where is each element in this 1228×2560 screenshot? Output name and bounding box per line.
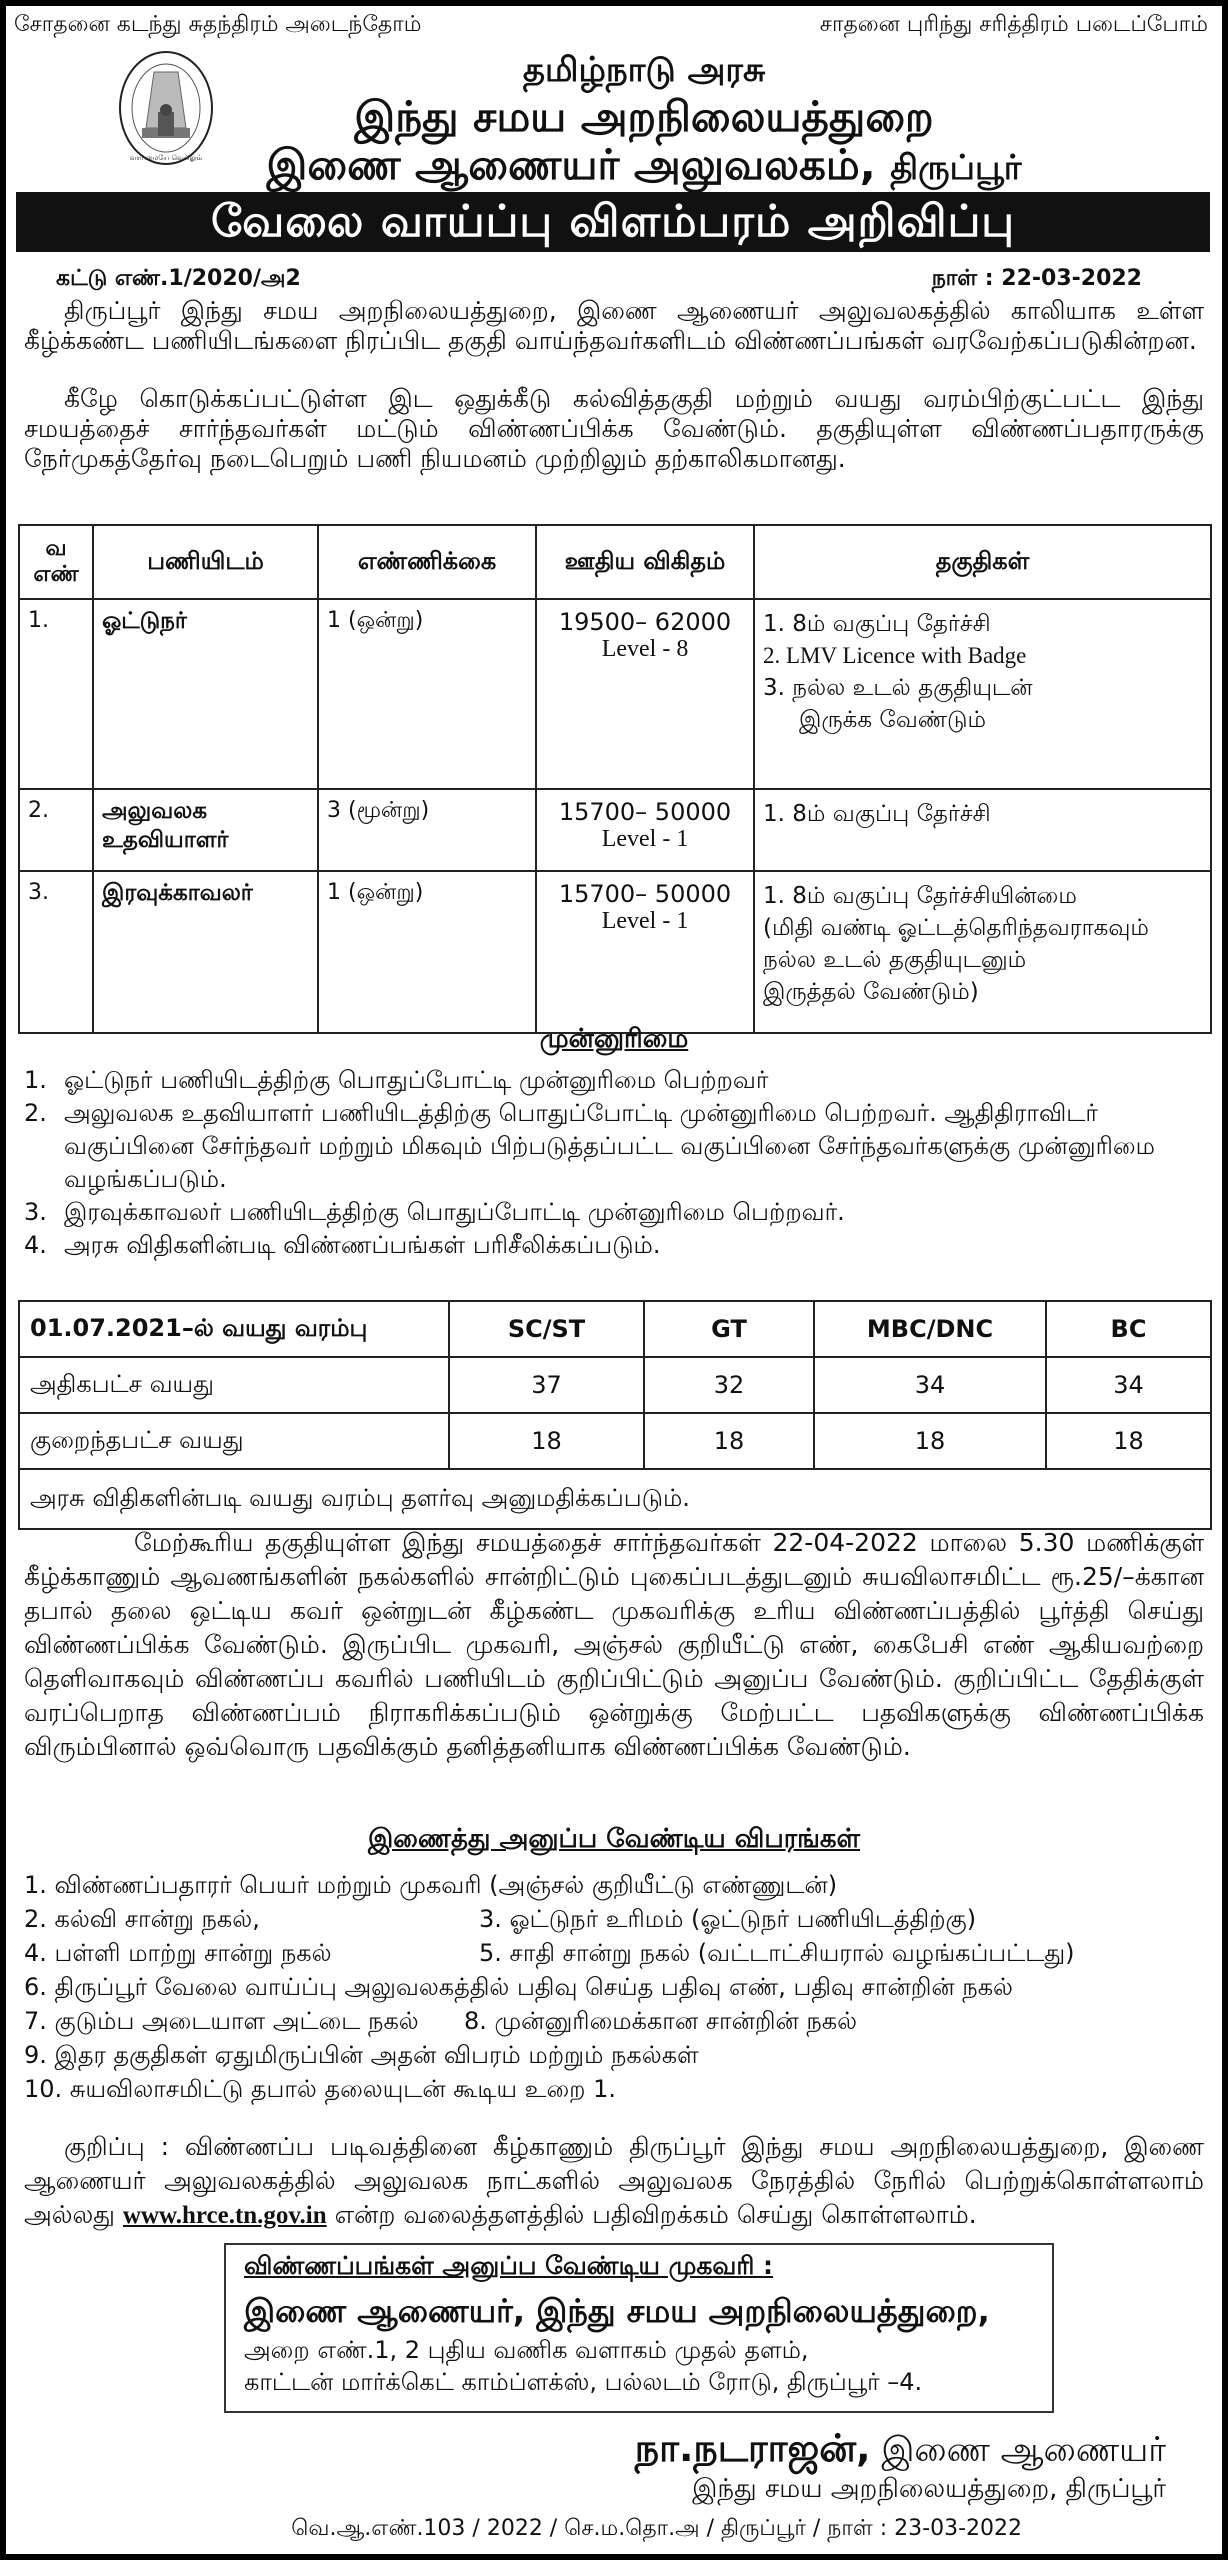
table-row — [19, 1469, 1211, 1529]
list-item: 9. இதர தகுதிகள் ஏதுமிருப்பின் அதன் விபரம் மற்றும் நகல்கள் — [24, 2041, 699, 2069]
intro-paragraph-2: கீழே கொடுக்கப்பட்டுள்ள இட ஒதுக்கீடு கல்வித்தகுதி மற்றும் வயது வரம்பிற்குட்பட்ட இந்து சமயத்தைச் சார்ந்தவர்கள் மட்டும் விண்ணப்பிக்க வேண்டும். தகுதியுள்ள விண்ணப்பதாரருக்கு நேர்முகத்தேர்வு நடைபெறும் பணி நியமனம் முற்றிலும் தற்காலிகமானது. — [24, 384, 1204, 473]
file-number: கட்டு எண்.1/2020/அ2 — [56, 266, 301, 291]
age-col-mbc: MBC/DNC — [814, 1301, 1046, 1357]
footer-reference: வெ.ஆ.எண்.103 / 2022 / செ.ம.தொ.அ / திருப்பூர் / நாள் : 23-03-2022 — [291, 2516, 1022, 2541]
count-cell: 3 (மூன்று) — [318, 789, 536, 871]
list-item: 2. அலுவலக உதவியாளர் பணியிடத்திற்கு பொதுப்போட்டி முன்னுரிமை பெற்றவர். ஆதிதிராவிடர் வகுப்பினை சேர்ந்தவர் மற்றும் மிகவும் பிற்படுத்தப்பட்ட வகுப்பினை சேர்ந்தவர்களுக்கு முன்னுரிமை வழங்கப்படும். — [24, 1099, 1155, 1193]
age-value: 34 — [814, 1357, 1046, 1413]
col-serial: வ எண் — [19, 525, 93, 599]
signatory — [635, 2426, 1166, 2476]
serial-cell: 2. — [19, 789, 93, 871]
attachments-title: இணைத்து அனுப்ப வேண்டிய விபரங்கள் — [367, 1824, 860, 1854]
col-salary: ஊதிய விகிதம் — [536, 525, 754, 599]
salary-cell: 15700– 50000 Level - 1 — [536, 871, 754, 1033]
office-name — [6, 140, 1222, 195]
age-relaxation-note: அரசு விதிகளின்படி வயது வரம்பு தளர்வு அனுமதிக்கப்படும். — [19, 1469, 1211, 1529]
emblem-caption: வாய்மையே வெல்லும் — [129, 154, 203, 162]
qualification-cell: 1. 8ம் வகுப்பு தேர்ச்சி — [754, 789, 1211, 871]
table-row — [19, 1413, 1211, 1469]
age-limit-table — [18, 1300, 1212, 1530]
qualification-cell: 1. 8ம் வகுப்பு தேர்ச்சியின்மை (மிதி வண்டி ஓட்டத்தெரிந்தவராகவும் நல்ல உடல் தகுதியுடனும் இருத்தல் வேண்டும்) — [754, 871, 1211, 1033]
note-paragraph: குறிப்பு : விண்ணப்ப படிவத்தினை கீழ்காணும் திருப்பூர் இந்து சமய அறநிலையத்துறை, இணை ஆணையர் அலுவலகத்தில் அலுவலக நாட்களில் அலுவலக நேரத்தில் நேரில் பெற்றுக்கொள்ளலாம் அல்லது www.hrce.tn.gov.in என்ற வலைத்தளத்தில் பதிவிறக்கம் செய்து கொள்ளலாம். — [24, 2132, 1204, 2229]
post-cell: ஓட்டுநர் — [93, 599, 318, 789]
list-item: 3. இரவுக்காவலர் பணியிடத்திற்கு பொதுப்போட்டி முன்னுரிமை பெற்றவர். — [24, 1198, 845, 1226]
preference-list — [24, 1064, 1204, 1262]
notice-date: நாள் : 22-03-2022 — [931, 266, 1142, 291]
preference-title: முன்னுரிமை — [539, 1024, 689, 1054]
serial-cell: 1. — [19, 599, 93, 789]
post-cell: இரவுக்காவலர் — [93, 871, 318, 1033]
job-notice-page — [6, 6, 1222, 2554]
post-cell: அலுவலக உதவியாளர் — [93, 789, 318, 871]
age-col-scst: SC/ST — [449, 1301, 644, 1357]
vacancy-table-header — [19, 525, 1211, 599]
age-value: 18 — [644, 1413, 814, 1469]
list-item: 6. திருப்பூர் வேலை வாய்ப்பு அலுவலகத்தில் பதிவு செய்த பதிவு எண், பதிவு சான்றின் நகல் — [24, 1973, 1013, 2001]
age-value: 34 — [1046, 1357, 1211, 1413]
list-item: 1. ஓட்டுநர் பணியிடத்திற்கு பொதுப்போட்டி முன்னுரிமை பெற்றவர் — [24, 1066, 769, 1094]
govt-name: தமிழ்நாடு அரசு — [522, 50, 766, 90]
col-count: எண்ணிக்கை — [318, 525, 536, 599]
age-table-header — [19, 1301, 1211, 1357]
age-col-gt: GT — [644, 1301, 814, 1357]
instructions-paragraph: மேற்கூரிய தகுதியுள்ள இந்து சமயத்தைச் சார்ந்தவர்கள் 22-04-2022 மாலை 5.30 மணிக்குள் கீழ்க்காணும் ஆவணங்களின் நகல்களில் சான்றிட்டும் புகைப்படத்துடனும் சுயவிலாசமிட்ட ரூ.25/–க்கான தபால் தலை ஒட்டிய கவர் ஒன்றுடன் கீழ்கண்ட முகவரிக்கு உரிய விண்ணப்பத்தில் பூர்த்தி செய்து விண்ணப்பிக்க வேண்டும். இருப்பிட முகவரி, அஞ்சல் குறியீட்டு எண், கைபேசி எண் ஆகியவற்றை தெளிவாகவும் விண்ணப்ப கவரில் பணியிடம் குறிப்பிட்டும் அனுப்ப வேண்டும். குறிப்பிட்ட தேதிக்குள் வரப்பெறாத விண்ணப்பம் நிராகரிக்கப்படும் ஒன்றுக்கு மேற்பட்ட பதவிகளுக்கு விண்ணப்பிக்க விரும்பினால் ஒவ்வொரு பதவிக்கும் தனித்தனியாக விண்ணப்பிக்க வேண்டும். — [24, 1528, 1204, 1761]
age-value: 18 — [449, 1413, 644, 1469]
department-name: இந்து சமய அறநிலையத்துறை — [354, 92, 934, 141]
slogan-left: சோதனை கடந்து சுதந்திரம் அடைந்தோம் — [14, 12, 422, 37]
office-title: இணை ஆணையர் அலுவலகம், — [266, 140, 876, 189]
notice-banner: வேலை வாய்ப்பு விளம்பரம் அறிவிப்பு — [16, 192, 1210, 252]
list-item-pair: 4. பள்ளி மாற்று சான்று நகல் 5. சாதி சான்று நகல் (வட்டாட்சியரால் வழங்கப்பட்டது) — [24, 1939, 1075, 1967]
col-post: பணியிடம் — [93, 525, 318, 599]
signatory-name: நா.நடராஜன், — [634, 2426, 871, 2470]
qualification-cell: 1. 8ம் வகுப்பு தேர்ச்சி 2. LMV Licence with Badge 3. நல்ல உடல் தகுதியுடன் இருக்க வேண்டும் — [754, 599, 1211, 789]
address-title: விண்ணப்பங்கள் அனுப்ப வேண்டிய முகவரி : — [244, 2251, 774, 2280]
list-item-pair: 2. கல்வி சான்று நகல், 3. ஓட்டுநர் உரிமம் (ஓட்டுநர் பணியிடத்திற்கு) — [24, 1905, 977, 1933]
table-row — [19, 599, 1211, 789]
count-cell: 1 (ஒன்று) — [318, 871, 536, 1033]
vacancy-table — [18, 524, 1212, 1034]
list-item-pair: 7. குடும்ப அடையாள அட்டை நகல் 8. முன்னுரிமைக்கான சான்றின் நகல் — [24, 2007, 858, 2035]
address-box — [224, 2243, 1054, 2413]
address-line-2: காட்டன் மார்க்கெட் காம்ப்ளக்ஸ், பல்லடம் ரோடு, திருப்பூர் –4. — [244, 2368, 923, 2396]
col-qualification: தகுதிகள் — [754, 525, 1211, 599]
age-value: 32 — [644, 1357, 814, 1413]
salary-cell: 19500– 62000 Level - 8 — [536, 599, 754, 789]
intro-paragraph-1: திருப்பூர் இந்து சமய அறநிலையத்துறை, இணை ஆணையர் அலுவலகத்தில் காலியாக உள்ள கீழ்க்கண்ட பணியிடங்களை நிரப்பிட தகுதி வாய்ந்தவர்களிடம் விண்ணப்பங்கள் வரவேற்கப்படுகின்றன. — [24, 296, 1204, 355]
table-row — [19, 1357, 1211, 1413]
row-label: குறைந்தபட்ச வயது — [19, 1413, 449, 1469]
age-value: 37 — [449, 1357, 644, 1413]
address-line-1: அறை எண்.1, 2 புதிய வணிக வளாகம் முதல் தளம், — [244, 2336, 809, 2364]
row-label: அதிகபட்ச வயது — [19, 1357, 449, 1413]
signatory-title: இணை ஆணையர் — [881, 2430, 1166, 2470]
office-city: திருப்பூர் — [890, 148, 1022, 188]
slogan-right: சாதனை புரிந்து சரித்திரம் படைப்போம் — [819, 12, 1208, 37]
count-cell: 1 (ஒன்று) — [318, 599, 536, 789]
list-item: 1. விண்ணப்பதாரர் பெயர் மற்றும் முகவரி (அஞ்சல் குறியீட்டு எண்ணுடன்) — [24, 1871, 838, 1899]
attachments-list — [24, 1868, 1204, 2106]
salary-cell: 15700– 50000 Level - 1 — [536, 789, 754, 871]
table-row — [19, 871, 1211, 1033]
signatory-department: இந்து சமய அறநிலையத்துறை, திருப்பூர் — [692, 2474, 1166, 2504]
list-item: 10. சுயவிலாசமிட்டு தபால் தலையுடன் கூடிய உறை 1. — [24, 2075, 617, 2103]
age-col-label: 01.07.2021–ல் வயது வரம்பு — [19, 1301, 449, 1357]
serial-cell: 3. — [19, 871, 93, 1033]
age-value: 18 — [814, 1413, 1046, 1469]
list-item: 4. அரசு விதிகளின்படி விண்ணப்பங்கள் பரிசீலிக்கப்படும். — [24, 1231, 661, 1259]
age-col-bc: BC — [1046, 1301, 1211, 1357]
address-recipient: இணை ஆணையர், இந்து சமய அறநிலையத்துறை, — [244, 2292, 990, 2330]
age-value: 18 — [1046, 1413, 1211, 1469]
website-link[interactable]: www.hrce.tn.gov.in — [122, 2202, 327, 2229]
table-row — [19, 789, 1211, 871]
